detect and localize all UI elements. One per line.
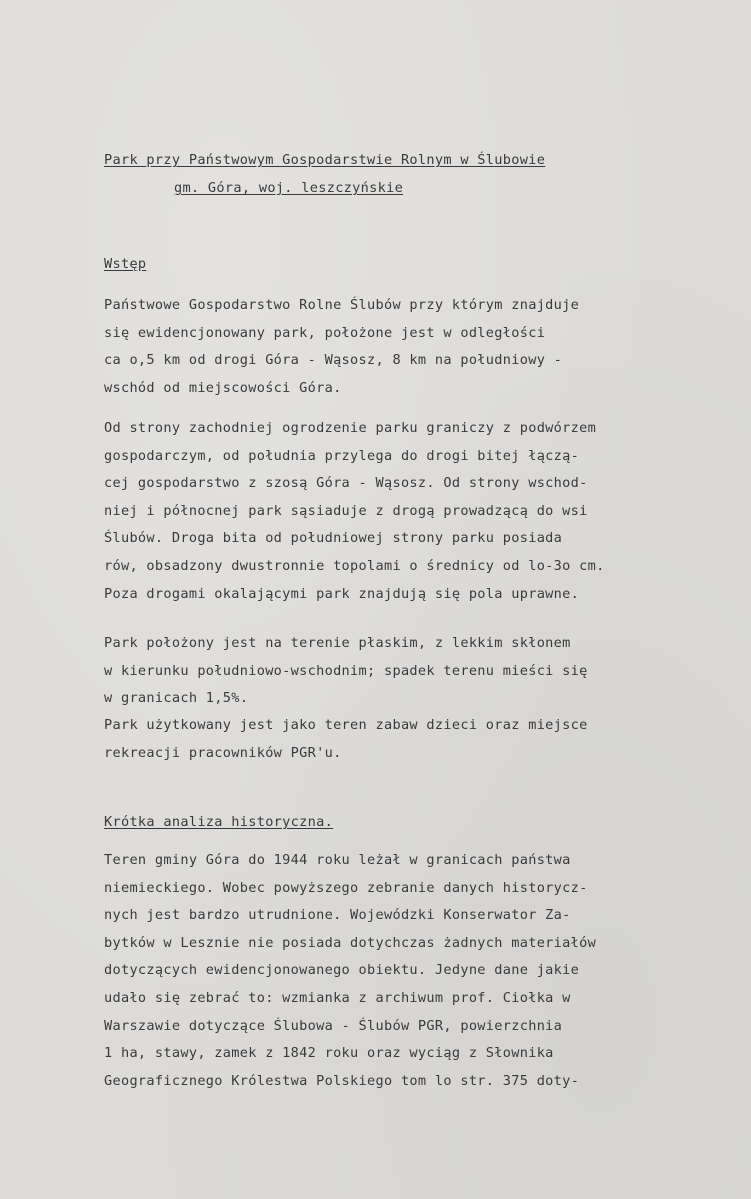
text-line: Geograficznego Królestwa Polskiego tom lo str. 375 doty- bbox=[104, 1072, 580, 1089]
text-line: dotyczących ewidencjonowanego obiektu. Jedyne dane jakie bbox=[104, 962, 580, 979]
text-line: cej gospodarstwo z szosą Góra - Wąsosz. Od strony wschod- bbox=[104, 475, 588, 492]
title-line-1: Park przy Państwowym Gospodarstwie Rolnym w Ślubowie bbox=[104, 152, 546, 168]
text-line: Warszawie dotyczące Ślubowa - Ślubów PGR, powierzchnia bbox=[104, 1017, 563, 1034]
text-line: udało się zebrać to: wzmianka z archiwum prof. Ciołka w bbox=[104, 989, 571, 1006]
text-line: Park użytkowany jest jako teren zabaw dzieci oraz miejsce bbox=[104, 717, 588, 733]
text-line: Teren gminy Góra do 1944 roku leżał w granicach państwa bbox=[104, 852, 571, 868]
paragraph-usage bbox=[104, 712, 744, 767]
paragraph-history bbox=[104, 847, 744, 1095]
text-line: w granicach 1,5%. bbox=[104, 690, 249, 707]
text-line: rekreacji pracowników PGR'u. bbox=[104, 744, 342, 761]
text-line: Poza drogami okalającymi park znajdują się pola uprawne. bbox=[104, 585, 580, 602]
text-line: gospodarczym, od południa przylega do drogi bitej łączą- bbox=[104, 447, 580, 464]
text-line: w kierunku południowo-wschodnim; spadek terenu mieści się bbox=[104, 662, 588, 679]
text-line: Państwowe Gospodarstwo Rolne Ślubów przy którym znajduje bbox=[104, 297, 580, 313]
text-line: 1 ha, stawy, zamek z 1842 roku oraz wyciąg z Słownika bbox=[104, 1045, 554, 1062]
section-heading-wstep: Wstęp bbox=[104, 256, 147, 272]
text-line: bytków w Lesznie nie posiada dotychczas żadnych materiałów bbox=[104, 934, 597, 951]
text-line: Ślubów. Droga bita od południowej strony parku posiada bbox=[104, 530, 563, 547]
title-line-2: gm. Góra, woj. leszczyńskie bbox=[174, 180, 404, 196]
text-line: Od strony zachodniej ogrodzenie parku graniczy z podwórzem bbox=[104, 420, 597, 436]
paragraph-terrain bbox=[104, 630, 744, 713]
paragraph-boundaries bbox=[104, 415, 744, 608]
text-line: Park położony jest na terenie płaskim, z lekkim skłonem bbox=[104, 635, 571, 651]
text-line: niej i północnej park sąsiaduje z drogą prowadzącą do wsi bbox=[104, 502, 588, 519]
document-title bbox=[104, 146, 744, 202]
text-line: nych jest bardzo utrudnione. Wojewódzki Konserwator Za- bbox=[104, 907, 571, 924]
section-heading-analiza: Krótka analiza historyczna. bbox=[104, 814, 334, 830]
text-line: się ewidencjonowany park, położone jest w odległości bbox=[104, 324, 546, 341]
paragraph-location bbox=[104, 292, 744, 402]
text-line: niemieckiego. Wobec powyższego zebranie danych historycz- bbox=[104, 879, 588, 896]
text-line: rów, obsadzony dwustronnie topolami o średnicy od lo-3o cm. bbox=[104, 557, 605, 574]
text-line: ca o,5 km od drogi Góra - Wąsosz, 8 km na południowy - bbox=[104, 352, 563, 369]
text-line: wschód od miejscowości Góra. bbox=[104, 379, 342, 396]
